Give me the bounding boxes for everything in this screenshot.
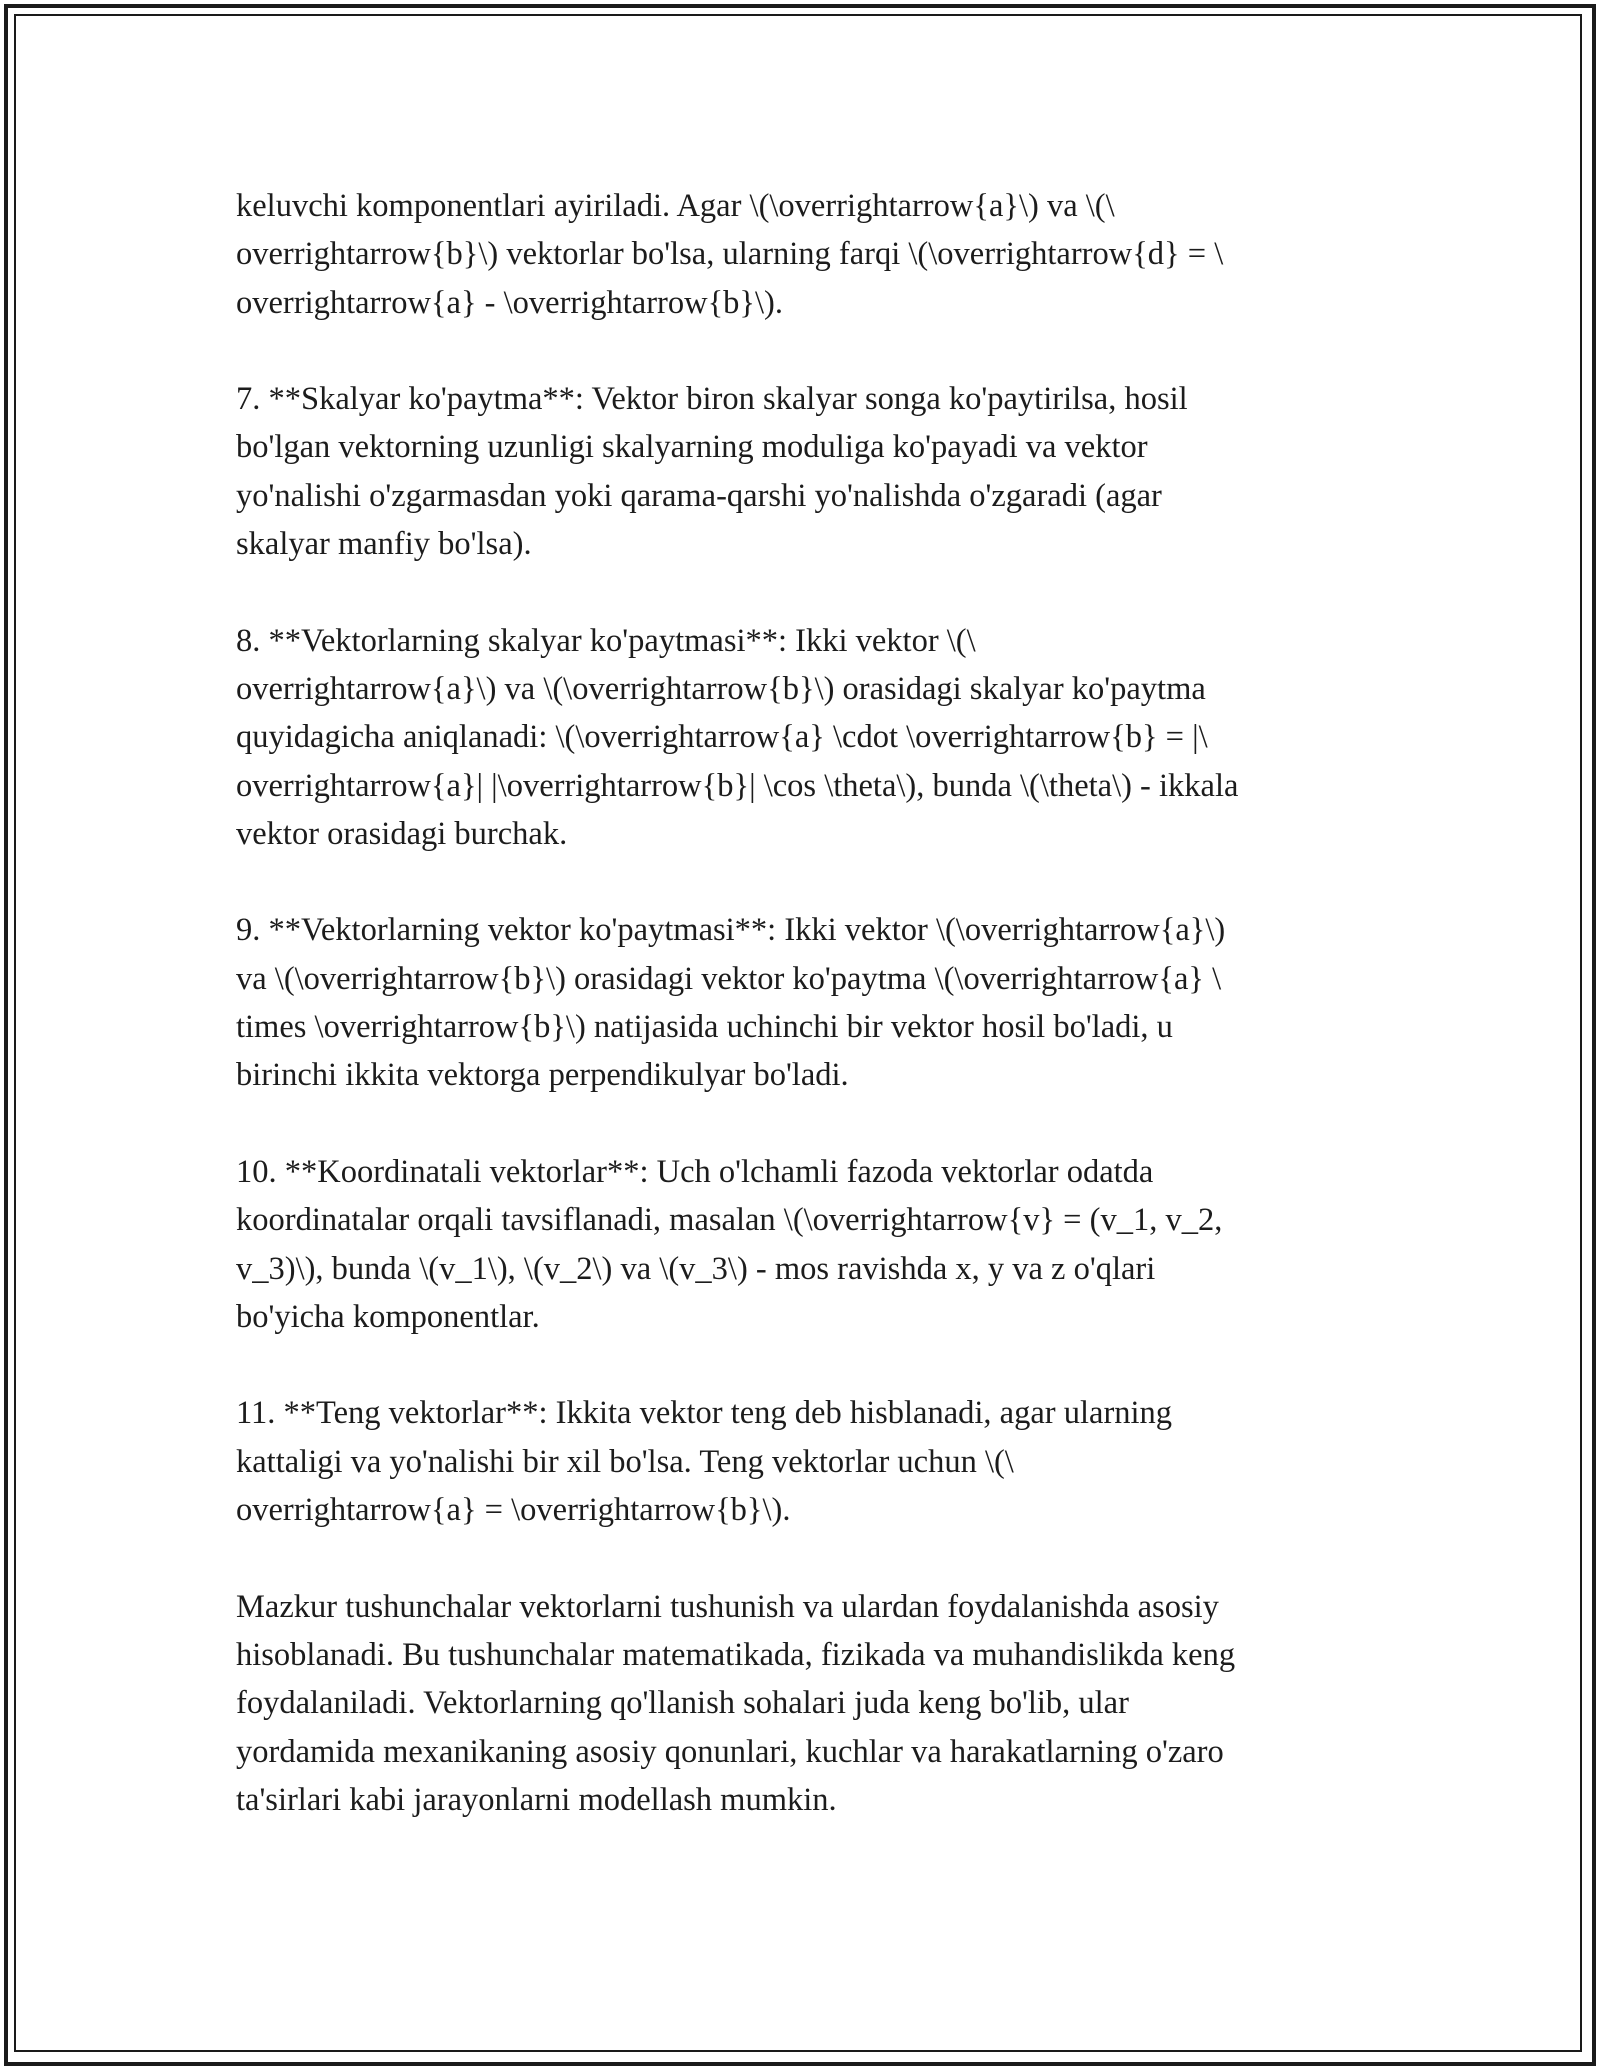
text-line: overrightarrow{a}| |\overrightarrow{b}| \cos \theta\), bunda \(\theta\) - ikkala (236, 767, 1239, 804)
text-line: overrightarrow{b}\) vektorlar bo'lsa, ularning farqi \(\overrightarrow{d} = \ (236, 236, 1224, 273)
text-line: quyidagicha aniqlanadi: \(\overrightarrow{a} \cdot \overrightarrow{b} = |\ (236, 719, 1208, 756)
paragraph-conclusion (236, 1583, 1386, 1824)
text-line: bo'lgan vektorning uzunligi skalyarning moduliga ko'payadi va vektor (236, 429, 1148, 466)
text-line: koordinatalar orqali tavsiflanadi, masalan \(\overrightarrow{v} = (v_1, v_2, (236, 1202, 1223, 1239)
text-line: overrightarrow{a} = \overrightarrow{b}\). (236, 1492, 791, 1529)
paragraph-item-8 (236, 617, 1386, 858)
text-line: va \(\overrightarrow{b}\) orasidagi vektor ko'paytma \(\overrightarrow{a} \ (236, 960, 1222, 997)
paragraph-item-10 (236, 1148, 1386, 1341)
text-line: foydalaniladi. Vektorlarning qo'llanish sohalari juda keng bo'lib, ular (236, 1685, 1129, 1722)
text-line: hisoblanadi. Bu tushunchalar matematikada, fizikada va muhandislikda keng (236, 1636, 1236, 1673)
text-line: times \overrightarrow{b}\) natijasida uchinchi bir vektor hosil bo'ladi, u (236, 1009, 1173, 1046)
text-line: 7. **Skalyar ko'paytma**: Vektor biron skalyar songa ko'paytirilsa, hosil (236, 381, 1188, 418)
text-line: birinchi ikkita vektorga perpendikulyar bo'ladi. (236, 1057, 849, 1094)
text-line: bo'yicha komponentlar. (236, 1298, 540, 1335)
text-line: overrightarrow{a}\) va \(\overrightarrow{b}\) orasidagi skalyar ko'paytma (236, 670, 1206, 707)
text-line: overrightarrow{a} - \overrightarrow{b}\). (236, 284, 783, 321)
text-line: keluvchi komponentlari ayiriladi. Agar \(\overrightarrow{a}\) va \(\ (236, 188, 1115, 224)
text-line: kattaligi va yo'nalishi bir xil bo'lsa. Teng vektorlar uchun \(\ (236, 1443, 1014, 1480)
text-line: v_3)\), bunda \(v_1\), \(v_2\) va \(v_3\) - mos ravishda x, y va z o'qlari (236, 1250, 1156, 1287)
text-line: vektor orasidagi burchak. (236, 815, 568, 852)
paragraph-vector-difference (236, 182, 1386, 327)
document-body (236, 182, 1386, 1872)
paragraph-item-9 (236, 906, 1386, 1099)
text-line: 11. **Teng vektorlar**: Ikkita vektor teng deb hisblanadi, agar ularning (236, 1395, 1173, 1432)
text-line: 9. **Vektorlarning vektor ko'paytmasi**: Ikki vektor \(\overrightarrow{a}\) (236, 912, 1226, 949)
text-line: skalyar manfiy bo'lsa). (236, 526, 532, 563)
text-line: ta'sirlari kabi jarayonlarni modellash mumkin. (236, 1781, 837, 1818)
text-line: 8. **Vektorlarning skalyar ko'paytmasi**: Ikki vektor \(\ (236, 622, 976, 659)
paragraph-item-7 (236, 375, 1386, 568)
paragraph-item-11 (236, 1389, 1386, 1534)
text-line: Mazkur tushunchalar vektorlarni tushunish va ulardan foydalanishda asosiy (236, 1588, 1219, 1625)
text-line: yo'nalishi o'zgarmasdan yoki qarama-qarshi yo'nalishda o'zgaradi (agar (236, 477, 1162, 514)
text-line: yordamida mexanikaning asosiy qonunlari, kuchlar va harakatlarning o'zaro (236, 1733, 1224, 1770)
text-line: 10. **Koordinatali vektorlar**: Uch o'lchamli fazoda vektorlar odatda (236, 1153, 1154, 1190)
